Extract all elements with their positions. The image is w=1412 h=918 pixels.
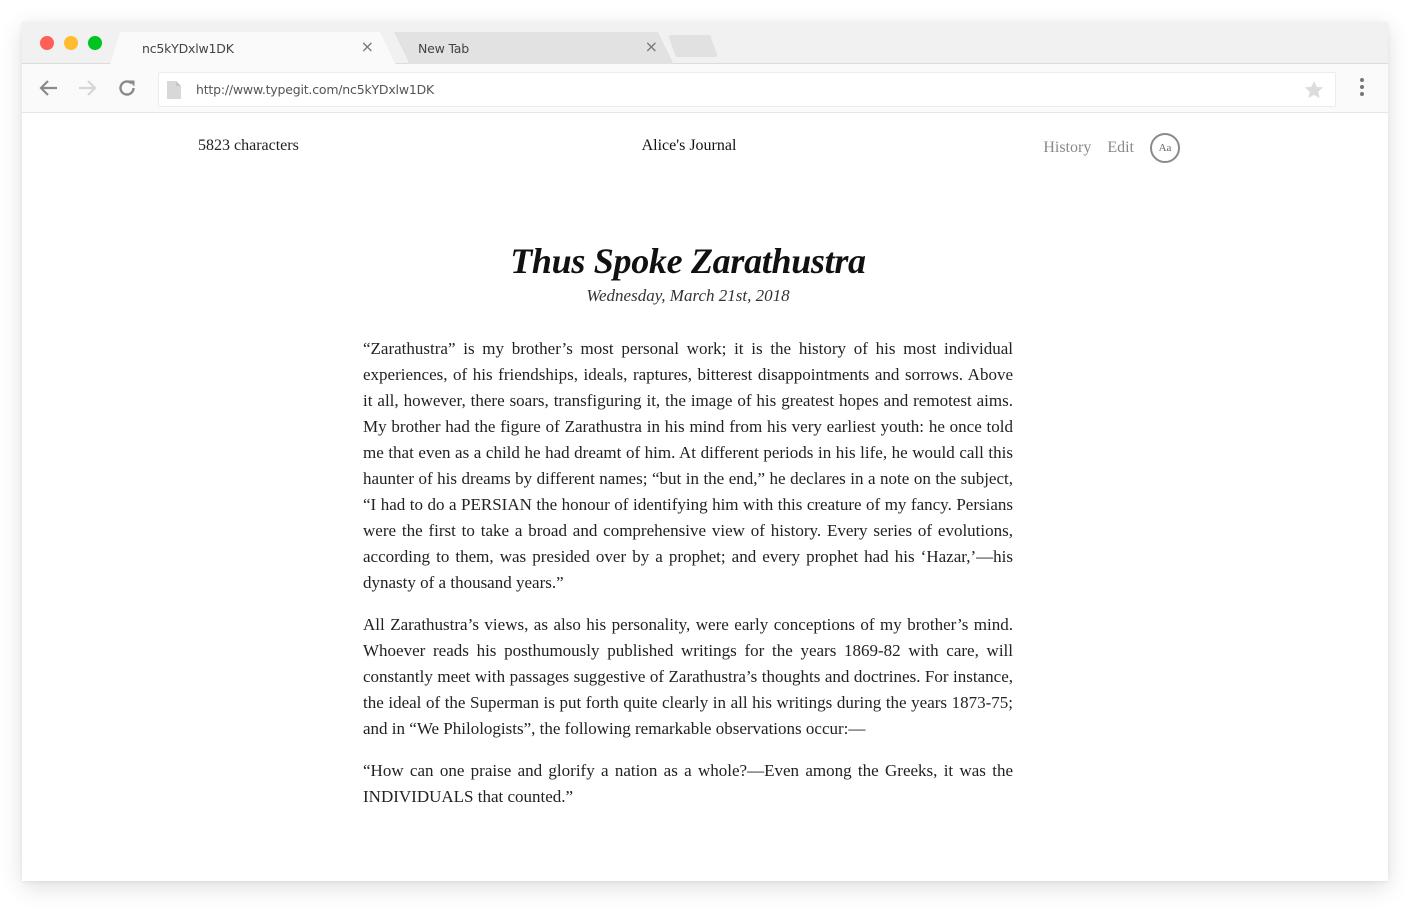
paragraph: All Zarathustra’s views, as also his personality, were early conceptions of my brother’s mind. Whoever reads his posthumously published writings for the years 1869-82 with care, will constantly meet with passages suggestive of Zarathustra’s thoughts and doctrines. For instance, the ideal of the Superman is put forth quite clearly in all his writings during the years 1873-75; and in “We Philologists”, the following remarkable observations occur:— [363,615,1013,738]
new-tab-button[interactable] [668,35,718,57]
forward-button[interactable] [76,76,100,100]
font-icon: Aa [1158,142,1172,154]
close-window-button[interactable] [40,36,54,50]
minimize-window-button[interactable] [64,36,78,50]
tab-label: New Tab [418,41,469,56]
edit-link[interactable]: Edit [1107,139,1134,156]
browser-toolbar [22,64,1388,113]
star-icon[interactable] [1303,79,1325,101]
header-nav [1043,133,1180,163]
page-content [22,114,1388,881]
browser-window [22,22,1388,881]
reload-icon [117,78,137,98]
tab-new-tab[interactable] [394,32,694,65]
page-icon [167,81,181,99]
article-title: Thus Spoke Zarathustra [510,241,866,281]
site-header [22,114,1388,184]
font-settings-button[interactable] [1150,133,1180,163]
history-link[interactable]: History [1043,139,1092,156]
tab-label: nc5kYDxlw1DK [142,41,234,56]
maximize-window-button[interactable] [88,36,102,50]
window-controls [40,36,102,50]
tab-active[interactable] [110,32,396,65]
address-bar[interactable] [158,72,1336,107]
journal-title[interactable]: Alice's Journal [641,137,737,154]
arrow-left-icon [38,79,58,97]
article [363,239,1013,826]
character-count: 5823 characters [198,137,299,154]
tab-strip [22,22,1388,64]
article-body [363,336,1013,810]
url-text[interactable]: http://www.typegit.com/nc5kYDxlw1DK [196,82,435,97]
back-button[interactable] [36,76,60,100]
article-date: Wednesday, March 21st, 2018 [586,286,790,305]
paragraph: “Zarathustra” is my brother’s most personal work; it is the history of his most individual experiences, of his friendships, ideals, raptures, bitterest disappointments and sorrows. Above it all, however, there soars, transfiguring it, the image of his greatest hopes and remotest aims. My brother had the figure of Zarathustra in his mind from his very earliest youth: he once told me that even as a child he had dreamt of him. At different periods in his life, he would call this haunter of his dreams by different names; “but in the end,” he declares in a note on the subject, “I had to do a PERSIAN the honour of identifying him with this creature of my fancy. Persians were the first to take a broad and comprehensive view of history. Every series of evolutions, according to them, was presided over by a prophet; and every prophet had his ‘Hazar,’—his dynasty of a thousand years.” [363,339,1013,592]
kebab-menu-icon[interactable] [1354,78,1370,100]
reload-button[interactable] [115,76,139,100]
close-tab-icon[interactable]: × [644,37,658,56]
close-tab-icon[interactable]: × [360,37,374,56]
paragraph: “How can one praise and glorify a nation as a whole?—Even among the Greeks, it was the INDIVIDUALS that counted.” [363,761,1013,806]
arrow-right-icon [78,79,98,97]
